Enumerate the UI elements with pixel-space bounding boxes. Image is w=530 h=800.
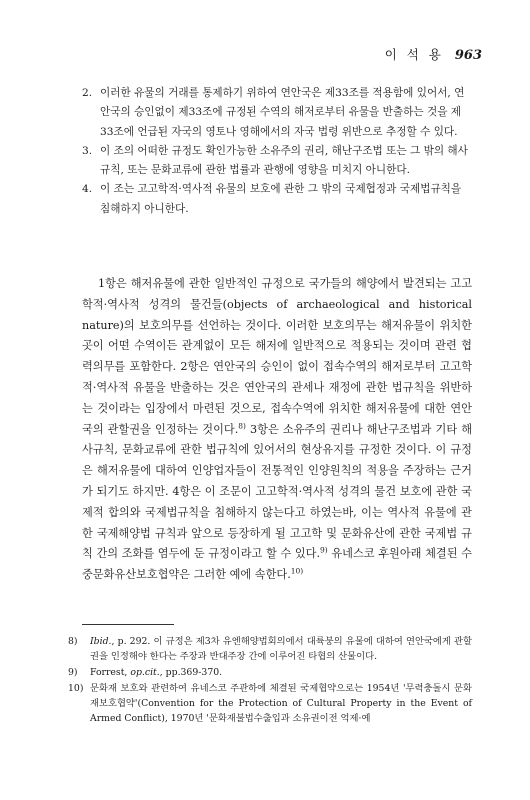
footnote-text: , p. 292. 이 규정은 제3차 유엔해양법회의에서 대륙붕의 유물에 대하여 연안국에게 관할권을 인정해야 한다는 주장과 반대주장 간에 이루어진 타협의 산물이다.	[90, 636, 472, 662]
clause-text: 이 조의 어떠한 규정도 확인가능한 소유주의 권리, 해난구조법 또는 그 밖의 해사규칙, 또는 문화교류에 관한 법률과 관행에 영향을 미치지 아니한다.	[100, 144, 468, 177]
footnote	[68, 681, 472, 726]
body-paragraph	[82, 274, 472, 586]
footnote	[68, 634, 472, 664]
footnote-divider	[82, 624, 174, 625]
clause-item	[82, 84, 472, 142]
body-text	[82, 274, 472, 586]
article-clauses	[82, 84, 472, 219]
paragraph-part: 유네스코 후원아래 체결된 수중문화유산보호협약은 그러한 예에 속한다.	[82, 547, 472, 582]
paragraph-part: 1항은 해저유물에 관한 일반적인 규정으로 국가들의 해양에서 발견되는 고고학적·역사적 성격의 물건들(objects of archaeological and historical nature)의 보호의무를 선언하는 것이다. 이러한 보호의무는 해저유물이 위치한 곳이 어떤 수역이든 관계없이 모든 해저에 일반적으로 적용되는 것이며 관련 협력의무를 포함한다. 2항은 연안국의 승인이 없이 접속수역의 해저로부터 고고학적·역사적 유물을 반출하는 것은 연안국의 관세나 재정에 관한 법규칙을 위반하는 것이라는 입장에서 마련된 것으로, 접속수역에 위치한 해저유물에 대한 연안국의 관할권을 인정하는 것이다.	[82, 277, 472, 436]
footnote-ref[interactable]: 8)	[238, 420, 246, 430]
footnote-author: Forrest,	[90, 667, 131, 678]
footnote-number: 8)	[68, 636, 78, 647]
footnote-text: 문화재 보호와 관련하여 유네스코 주관하에 체결된 국제협약으로는 1954년 '무력충돌시 문화재보호협약'(Convention for the Protection of Cultural Property in the Event of Armed Conflict), 1970년 '문화재불법수출입과 소유권이전 억제·예	[90, 683, 472, 724]
footnote-ref[interactable]: 10)	[290, 566, 304, 576]
footnote-ref[interactable]: 9)	[320, 545, 328, 555]
paragraph-part: 3항은 소유주의 권리나 해난구조법과 기타 해사규칙, 문화교류에 관한 법규칙에 있어서의 현상유지를 규정한 것이다. 이 규정은 해저유물에 대하여 인양업자들이 전통적인 인양원칙의 적용을 주장하는 근거가 되기도 하지만. 4항은 이 조문이 고고학적·역사적 성격의 물건 보호에 관한 국제적 합의와 국제법규칙을 침해하지 않는다고 하였는바, 이는 역사적 유물에 관한 국제해양법 규칙과 앞으로 등장하게 될 고고학 및 문화유산에 관한 국제법 규칙 간의 조화를 염두에 둔 규정이라고 할 수 있다.	[82, 422, 472, 561]
clause-number: 2.	[82, 87, 93, 99]
clause-text: 이러한 유물의 거래를 통제하기 위하여 연안국은 제33조를 적용함에 있어서, 연안국의 승인없이 제33조에 규정된 수역의 해저로부터 유물을 반출하는 것을 제33조에 언급된 자국의 영토나 영해에서의 자국 법령 위반으로 추정할 수 있다.	[100, 87, 465, 138]
footnote-number: 10)	[68, 683, 84, 694]
clause-text: 이 조는 고고학적·역사적 유물의 보호에 관한 그 밖의 국제협정과 국제법규칙을 침해하지 아니한다.	[100, 183, 462, 215]
running-header	[385, 45, 482, 63]
footnote	[68, 665, 472, 680]
footnote-number: 9)	[68, 667, 78, 678]
clause-item	[82, 180, 472, 219]
footnote-citation: Ibid.	[90, 636, 112, 647]
clause-item	[82, 142, 472, 181]
footnote-text: , pp.369-370.	[159, 667, 223, 678]
clause-number: 3.	[82, 144, 93, 157]
footnote-citation: op.cit.	[130, 667, 160, 678]
page-number: 963	[454, 48, 482, 63]
footnotes	[68, 634, 472, 727]
clause-number: 4.	[82, 183, 93, 196]
header-author: 이 석 용	[384, 47, 444, 62]
